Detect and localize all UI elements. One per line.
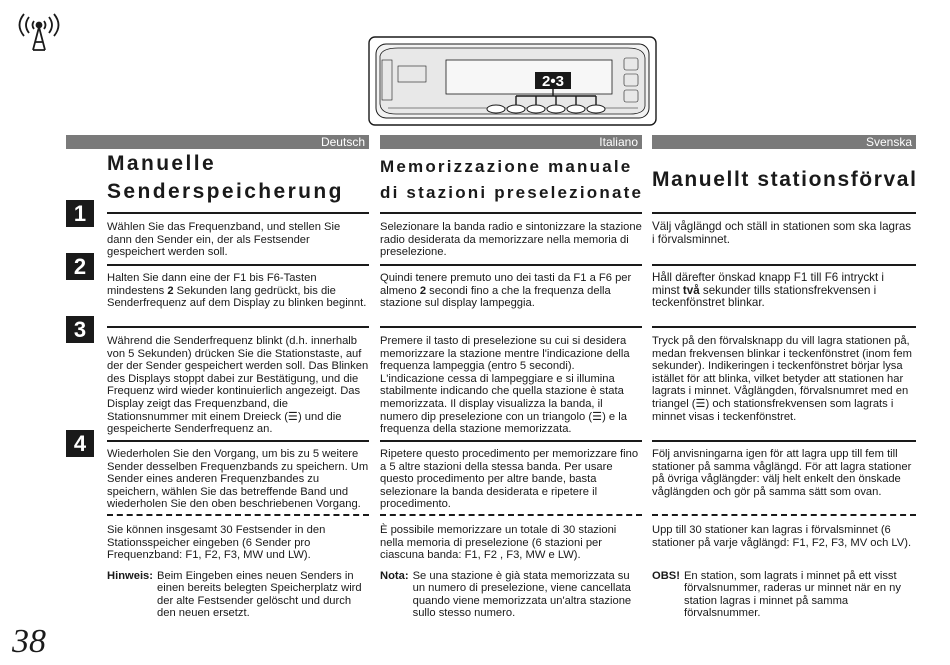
sv-step1-text: Välj våglängd och ställ in stationen som ska lagras i förvalsminnet.: [652, 220, 912, 246]
sv-step2-text: Håll därefter önskad knapp F1 till F6 intryckt i minst två sekunder tills stationsfrekvensen i teckenfönstret blinkar.: [652, 271, 884, 310]
dashed-rule-de: [107, 514, 369, 516]
rule-sv-1: [652, 212, 916, 214]
it-step2-text: Quindi tenere premuto uno dei tasti da F1 a F6 per almeno 2 secondi fino a che la frequenza della stazione sul display lampeggia.: [380, 272, 632, 310]
rule-de-3: [107, 326, 369, 328]
sv-note-text: En station, som lagrats i minnet på ett visst förvalsnummer, raderas ur minnet när en ny station lagras i minnet på samma förvalsnummer.: [683, 570, 901, 620]
it-total-text: È possibile memorizzare un totale di 30 stazioni nella memoria di preselezione (6 stazioni per ciascuna banda: F1, F2 , F3, MW e LW).: [380, 524, 617, 562]
sv-total-text: Upp till 30 stationer kan lagras i förvalsminnet (6 stationer på varje våglängd: F1, F2, F3, MV och LV).: [652, 524, 912, 549]
it-note: [380, 570, 642, 620]
rule-sv-4: [652, 440, 916, 442]
sv-note: [652, 570, 914, 620]
step-4: 4: [66, 430, 94, 457]
step-3: 3: [66, 316, 94, 343]
de-step2-text: Halten Sie dann eine der F1 bis F6-Tasten mindestens 2 Sekunden lang gedrückt, bis die Senderfrequenz auf dem Display zu blinken beginnt.: [107, 272, 367, 310]
it-note-label: Nota:: [380, 570, 409, 582]
it-step3-text: Premere il tasto di preselezione su cui si desidera memorizzare la stazione mentre l'indicazione della frequenza lampeggia (entro 5 secondi). L'indicazione cessa di lampeggiare e si illumina stabilmente indicando che quella stazione è stata memorizzata. Il display visualizza la banda, il numero dip preselezione con un triangolo (☰) e la frequenza della stazione memorizzata.: [380, 335, 630, 436]
de-step3-text: Während die Senderfrequenz blinkt (d.h. innerhalb von 5 Sekunden) drücken Sie die Stationstaste, auf der der Sender gespeichert werden soll. Das Blinken des Displays stoppt dabei zur Bestätigung, und die Frequenz wird wieder kontinuierlich angezeigt. Das Display zeigt das Frequenzband, die Stationsnummer mit einem Dreieck (☰) und die gespeicherte Senderfrequenz an.: [107, 335, 369, 436]
sv-step3-text: Tryck på den förvalsknapp du vill lagra stationen på, medan frekvensen blinkar i teckenfönstret (inom fem sekunder). Indikeringen i teckenfönstret börjar lysa istället för att blinka, vilket betyder att stationen har lagrats i minnet. Våglängden, förvalsnumret med en triangel (☰) och stationsfrekvensen som lagrats i minnet visas i teckenfönstret.: [652, 335, 912, 423]
sv-note-label: OBS!: [652, 570, 680, 582]
rule-sv-2: [652, 264, 916, 266]
language-bar-it: Italiano: [380, 135, 642, 149]
it-step4-text: Ripetere questo procedimento per memorizzare fino a 5 altre stazioni della stessa banda. Per usare questo procedimento per altre bande, basta selezionare la banda desiderata e ripetere il procedimento.: [380, 448, 639, 511]
step-2: 2: [66, 253, 94, 280]
language-bar-de: Deutsch: [66, 135, 369, 149]
de-note-label: Hinweis:: [107, 570, 154, 582]
rule-de-4: [107, 440, 369, 442]
rule-it-3: [380, 326, 642, 328]
page-number: 38: [12, 623, 46, 660]
language-bar-sv: Svenska: [652, 135, 916, 149]
dashed-rule-sv: [652, 514, 916, 516]
title-de: Manuelle Senderspeicherung: [107, 152, 344, 203]
radio-signal-icon: [12, 12, 66, 54]
title-sv: Manuellt stationsförval: [652, 168, 918, 191]
de-note-text: Beim Eingeben eines neuen Senders in einen bereits belegten Speicherplatz wird der alte Festsender gelöscht und durch den neuen ersetzt.: [157, 570, 362, 620]
de-step1-text: Wählen Sie das Frequenzband, und stellen Sie dann den Sender ein, der als Festsender gespeichert werden soll.: [107, 221, 341, 259]
head-unit-illustration: [368, 36, 657, 126]
step-1: 1: [66, 200, 94, 227]
rule-it-4: [380, 440, 642, 442]
title-it: Memorizzazione manuale di stazioni preselezionate: [380, 157, 644, 202]
rule-de-2: [107, 264, 369, 266]
dashed-rule-it: [380, 514, 642, 516]
it-step1-text: Selezionare la banda radio e sintonizzare la stazione radio desiderata da memorizzare nella memoria di preselezione.: [380, 221, 642, 259]
de-note: [107, 570, 369, 620]
it-note-text: Se una stazione è già stata memorizzata su un numero di preselezione, viene cancellata quando viene memorizzata un'altra stazione sullo stesso numero.: [412, 570, 632, 620]
preset-badge: 2•3: [542, 73, 564, 90]
rule-it-2: [380, 264, 642, 266]
sv-step4-text: Följ anvisningarna igen för att lagra upp till fem till stationer på samma våglängd. För att lagra stationer på övriga våglängder: välj helt enkelt den önskade våglängden och gör på samma sätt som ovan.: [652, 448, 912, 498]
de-total-text: Sie können insgesamt 30 Festsender in den Stationsspeicher eingeben (6 Sender pro Frequenzband: F1, F2, F3, MW und LW).: [107, 524, 326, 562]
de-step4-text: Wiederholen Sie den Vorgang, um bis zu 5 weitere Sender desselben Frequenzbands zu speichern. Um Sender eines anderen Frequenzbandes zu speichern, wählen Sie das betreffende Band und wiederholen Sie den oben beschriebenen Vorgang.: [107, 448, 369, 511]
rule-sv-3: [652, 326, 916, 328]
rule-de-1: [107, 212, 369, 214]
rule-it-1: [380, 212, 642, 214]
